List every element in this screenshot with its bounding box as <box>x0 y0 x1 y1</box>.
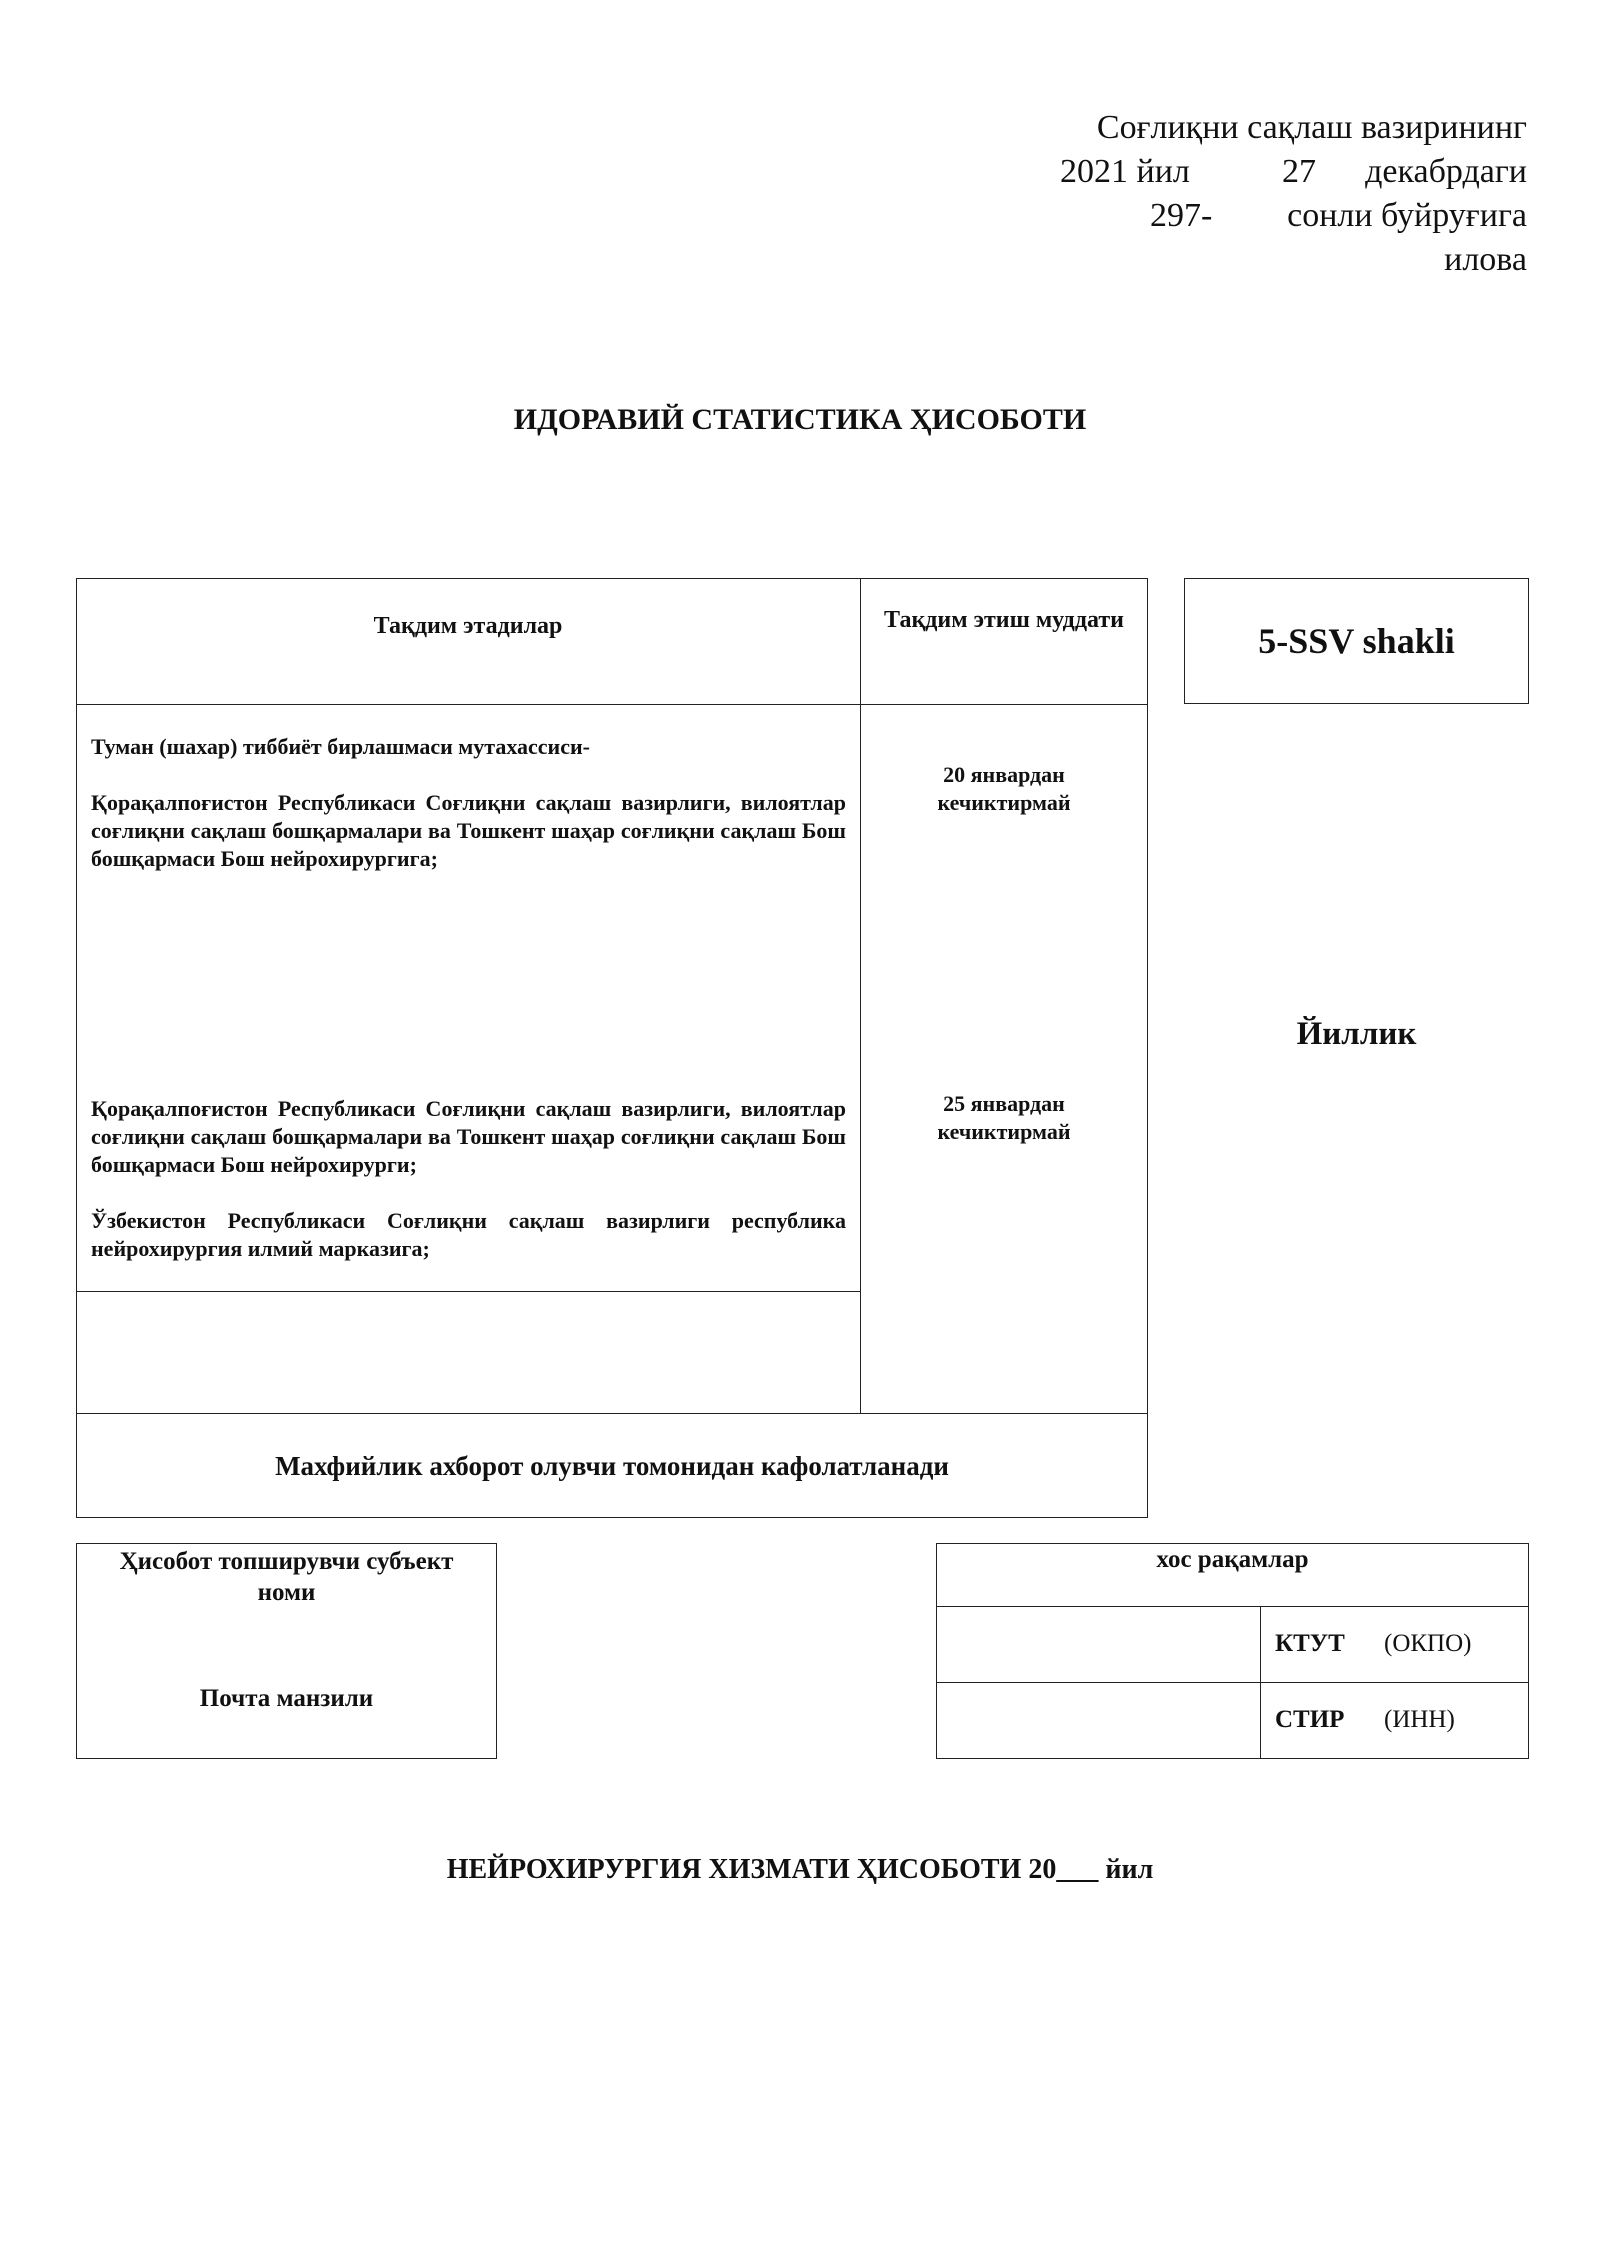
okpo-label: (ОКПО) <box>1384 1630 1472 1657</box>
submitter-2-intro: Қорақалпоғистон Республикаси Соғлиқни сақлаш вазирлиги, вилоятлар соғлиқни сақлаш бошқармалари ва Тошкент шаҳар соғлиқни сақлаш Бош бошқармаси Бош нейрохирурги; <box>91 1096 846 1177</box>
confidentiality-note: Махфийлик ахборот олувчи томонидан кафолатланади <box>275 1450 949 1481</box>
header-submitters: Тақдим этадилар <box>373 613 563 639</box>
approval-day: 27 <box>1282 153 1316 190</box>
inn-label: (ИНН) <box>1384 1706 1455 1733</box>
section-title: НЕЙРОХИРУРГИЯ ХИЗМАТИ ҲИСОБОТИ 20___ йил <box>446 1854 1154 1885</box>
report-title: ИДОРАВИЙ СТАТИСТИКА ҲИСОБОТИ <box>513 403 1087 436</box>
approval-line-3 <box>1150 194 1527 238</box>
submission-table <box>76 578 1148 1518</box>
approval-line-4: илова <box>1444 241 1527 278</box>
deadline-2: 25 январдан кечиктирмай <box>937 1091 1071 1144</box>
approval-line-1: Соғлиқни сақлаш вазирининг <box>1096 109 1527 146</box>
header-deadline: Тақдим этиш муддати <box>884 607 1124 633</box>
periodicity: Йиллик <box>1296 1016 1417 1052</box>
header-divider <box>76 704 1148 705</box>
submitter-2-recipient: Ўзбекистон Республикаси Соғлиқни сақлаш вазирлиги республика нейрохирургия илмий марказига; <box>91 1208 846 1261</box>
subject-name-label: Ҳисобот топширувчи субъект номи <box>119 1548 454 1606</box>
approval-line-2 <box>1060 150 1527 194</box>
submitter-1-recipient: Қорақалпоғистон Республикаси Соғлиқни сақлаш вазирлиги, вилоятлар соғлиқни сақлаш бошқармалари ва Тошкент шаҳар соғлиқни сақлаш Бош бошқармаси Бош нейрохирургига; <box>91 790 846 871</box>
codes-header-divider <box>936 1606 1529 1607</box>
approval-order-number: 297- <box>1150 197 1213 234</box>
submitter-1-intro: Туман (шахар) тиббиёт бирлашмаси мутахассиси- <box>91 734 590 759</box>
approval-order-text: сонли буйруғига <box>1287 197 1527 234</box>
codes-row-divider <box>936 1682 1529 1683</box>
postal-address-label: Почта манзили <box>199 1685 374 1712</box>
approval-month: декабрдаги <box>1365 153 1527 190</box>
stir-label: СТИР <box>1275 1706 1345 1733</box>
ktut-label: КТУТ <box>1275 1630 1345 1657</box>
codes-column-divider <box>1260 1606 1261 1759</box>
deadline-1: 20 январдан кечиктирмай <box>937 762 1071 815</box>
approval-year: 2021 йил <box>1060 153 1190 190</box>
codes-header: хос рақамлар <box>1156 1546 1309 1573</box>
row-divider <box>76 1291 861 1292</box>
form-code: 5-SSV shakli <box>1184 578 1529 704</box>
